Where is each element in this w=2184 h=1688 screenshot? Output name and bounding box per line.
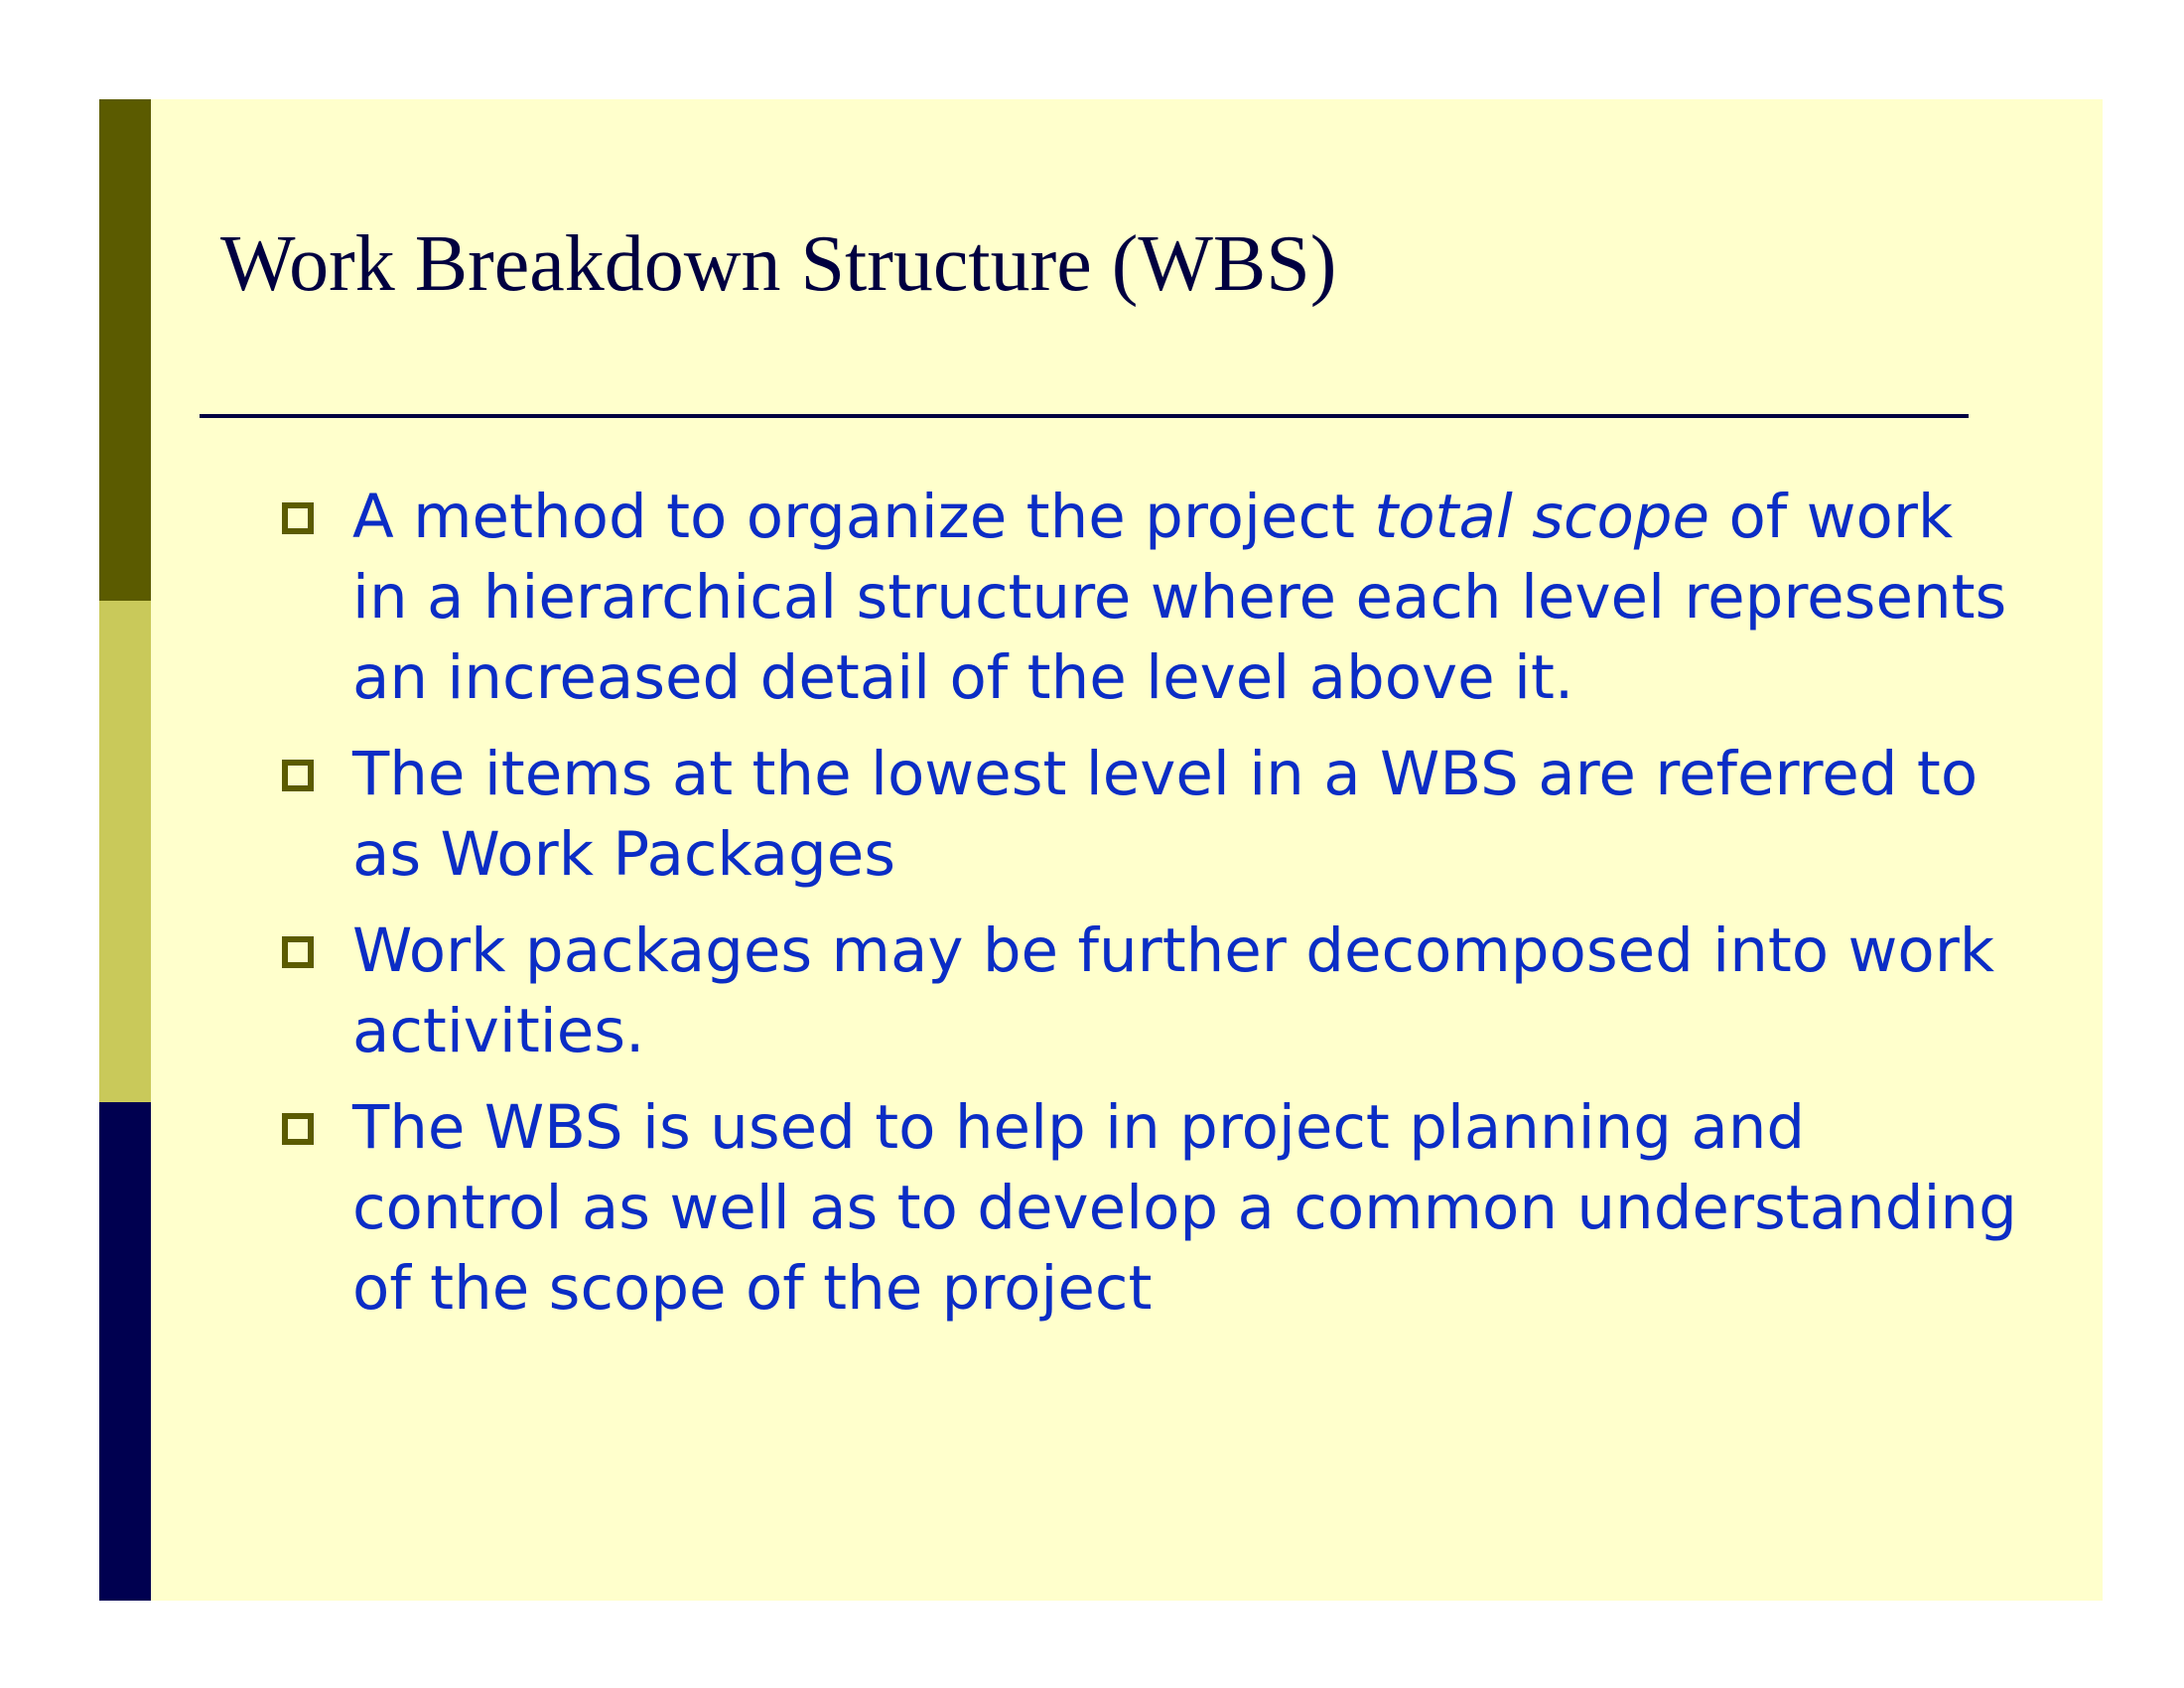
side-bar-middle-segment	[99, 601, 151, 1102]
hollow-square-icon	[282, 1113, 314, 1145]
slide-title: Work Breakdown Structure (WBS)	[220, 220, 1337, 308]
bullet-text: The items at the lowest level in a WBS are referred to as Work Packages	[352, 739, 1979, 890]
side-bar-top-segment	[99, 99, 151, 601]
bullet-text-end: of work in a hierarchical structure where each level represents an increased detail of the level above it.	[352, 482, 2007, 713]
slide	[99, 99, 2103, 1601]
bullet-item	[276, 477, 2023, 718]
bullet-text-start: A method to organize the project	[352, 482, 1375, 552]
side-bar-bottom-segment	[99, 1102, 151, 1601]
bullet-text	[352, 482, 2006, 713]
bullet-item	[276, 734, 2023, 895]
bullet-text-emphasis: total scope	[1374, 482, 1710, 552]
bullet-item	[276, 911, 2023, 1071]
hollow-square-icon	[282, 502, 314, 534]
hollow-square-icon	[282, 760, 314, 791]
hollow-square-icon	[282, 936, 314, 968]
bullet-list	[276, 477, 2023, 1344]
title-divider	[200, 414, 1969, 418]
bullet-text: The WBS is used to help in project planning and control as well as to develop a common understanding of the scope of the project	[352, 1092, 2017, 1324]
bullet-item	[276, 1087, 2023, 1329]
bullet-text: Work packages may be further decomposed into work activities.	[352, 915, 1995, 1066]
